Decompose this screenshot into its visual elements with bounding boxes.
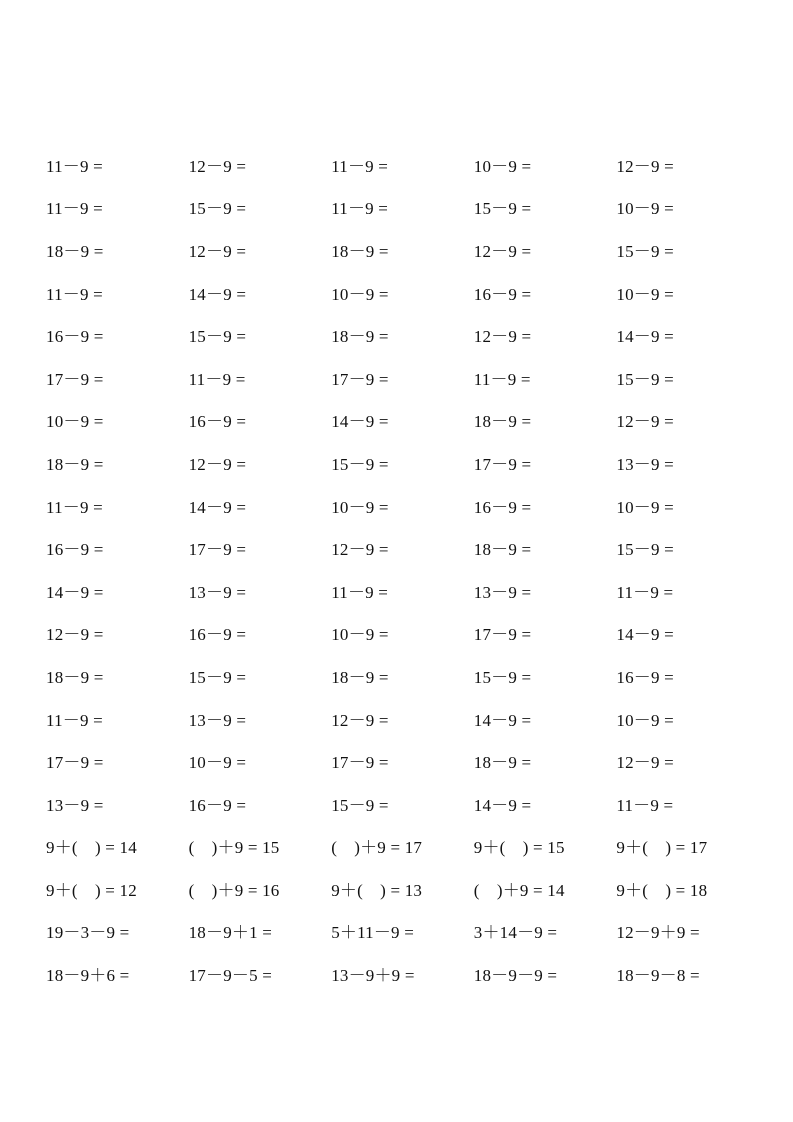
- math-problem: 18－9＋1 =: [188, 923, 273, 943]
- math-problem: 15－9 =: [331, 795, 389, 815]
- math-problem: 9＋( ) = 18: [616, 880, 708, 900]
- math-problem: 13－9 =: [616, 454, 674, 474]
- math-problem: 12－9 =: [188, 156, 247, 176]
- math-problem: 16－9 =: [188, 625, 247, 645]
- math-problem: ( )＋9 = 16: [188, 880, 280, 900]
- math-problem: 12－9 =: [616, 753, 674, 773]
- math-problem: 15－9 =: [616, 241, 674, 261]
- math-problem: 9＋( ) = 12: [46, 880, 137, 900]
- math-problem: 10－9 =: [616, 284, 674, 304]
- math-problem: 13－9 =: [188, 582, 247, 602]
- math-problem: 11－9 =: [188, 369, 246, 389]
- math-problem: 12－9 =: [46, 625, 104, 645]
- math-problem: 10－9 =: [616, 497, 674, 517]
- math-problem: 11－9 =: [616, 582, 674, 602]
- math-problem: 18－9 =: [331, 667, 389, 687]
- math-problem: 15－9 =: [188, 667, 247, 687]
- math-problem: 17－9 =: [188, 540, 247, 560]
- math-problem: 17－9 =: [331, 369, 389, 389]
- math-problem: 15－9 =: [616, 540, 674, 560]
- math-problem: 15－9 =: [331, 454, 389, 474]
- worksheet: [46, 143, 766, 995]
- math-problem: 17－9 =: [473, 454, 532, 474]
- math-problem: 9＋( ) = 14: [46, 838, 137, 858]
- problem-row: [46, 441, 766, 484]
- math-problem: 17－9 =: [46, 753, 104, 773]
- math-problem: 14－9 =: [188, 497, 247, 517]
- math-problem: 11－9 =: [46, 497, 103, 517]
- math-problem: 16－9 =: [46, 540, 104, 560]
- math-problem: 12－9＋9 =: [616, 923, 700, 943]
- math-problem: 10－9 =: [616, 199, 674, 219]
- problem-row: [46, 739, 766, 782]
- math-problem: 11－9 =: [46, 156, 103, 176]
- math-problem: 11－9 =: [46, 199, 103, 219]
- problem-row: [46, 186, 766, 229]
- math-problem: 18－9 =: [331, 327, 389, 347]
- math-problem: 14－9 =: [331, 412, 389, 432]
- problem-row: [46, 356, 766, 399]
- math-problem: 18－9 =: [46, 454, 104, 474]
- math-problem: 10－9 =: [473, 156, 532, 176]
- math-problem: 12－9 =: [331, 540, 389, 560]
- problem-row: [46, 910, 766, 953]
- math-problem: 13－9 =: [473, 582, 532, 602]
- math-problem: 17－9 =: [473, 625, 532, 645]
- math-problem: 14－9 =: [46, 582, 104, 602]
- math-problem: 15－9 =: [473, 667, 532, 687]
- problem-row: [46, 697, 766, 740]
- math-problem: 18－9－9 =: [473, 966, 558, 986]
- math-problem: 15－9 =: [188, 199, 247, 219]
- math-problem: 18－9－8 =: [616, 966, 700, 986]
- problem-row: [46, 484, 766, 527]
- math-problem: 18－9＋6 =: [46, 966, 130, 986]
- problem-row: [46, 654, 766, 697]
- problem-row: [46, 612, 766, 655]
- math-problem: 10－9 =: [188, 753, 247, 773]
- math-problem: 9＋( ) = 17: [616, 838, 708, 858]
- math-problem: 14－9 =: [616, 327, 674, 347]
- math-problem: 11－9 =: [331, 582, 389, 602]
- math-problem: 5＋11－9 =: [331, 923, 414, 943]
- math-problem: 3＋14－9 =: [473, 923, 558, 943]
- math-problem: 11－9 =: [473, 369, 531, 389]
- problem-row: [46, 526, 766, 569]
- problem-row: [46, 228, 766, 271]
- problem-row: [46, 313, 766, 356]
- math-problem: 14－9 =: [188, 284, 247, 304]
- math-problem: 9＋( ) = 13: [331, 880, 423, 900]
- math-problem: 15－9 =: [188, 327, 247, 347]
- math-problem: 12－9 =: [473, 327, 532, 347]
- math-problem: 15－9 =: [473, 199, 532, 219]
- math-problem: 12－9 =: [188, 454, 247, 474]
- problem-row: [46, 569, 766, 612]
- math-problem: 16－9 =: [616, 667, 674, 687]
- math-problem: 16－9 =: [46, 327, 104, 347]
- math-problem: 10－9 =: [331, 284, 389, 304]
- math-problem: 10－9 =: [331, 497, 389, 517]
- math-problem: 12－9 =: [188, 241, 247, 261]
- math-problem: 11－9 =: [46, 710, 103, 730]
- math-problem: 18－9 =: [46, 241, 104, 261]
- math-problem: 10－9 =: [331, 625, 389, 645]
- math-problem: 18－9 =: [331, 241, 389, 261]
- math-problem: 17－9 =: [331, 753, 389, 773]
- problem-row: [46, 399, 766, 442]
- math-problem: 14－9 =: [473, 795, 532, 815]
- math-problem: 19－3－9 =: [46, 923, 130, 943]
- math-problem: 18－9 =: [473, 753, 532, 773]
- problem-row: [46, 782, 766, 825]
- math-problem: 9＋( ) = 15: [473, 838, 565, 858]
- math-problem: 11－9 =: [331, 199, 389, 219]
- math-problem: 10－9 =: [616, 710, 674, 730]
- math-problem: 13－9 =: [46, 795, 104, 815]
- math-problem: 16－9 =: [473, 284, 532, 304]
- math-problem: 17－9 =: [46, 369, 104, 389]
- problem-row: [46, 271, 766, 314]
- math-problem: 12－9 =: [331, 710, 389, 730]
- math-problem: 11－9 =: [46, 284, 103, 304]
- problem-row: [46, 867, 766, 910]
- math-problem: 16－9 =: [188, 412, 247, 432]
- math-problem: ( )＋9 = 17: [331, 838, 423, 858]
- math-problem: 14－9 =: [473, 710, 532, 730]
- problem-row: [46, 825, 766, 868]
- math-problem: 17－9－5 =: [188, 966, 273, 986]
- math-problem: 15－9 =: [616, 369, 674, 389]
- math-problem: 16－9 =: [188, 795, 247, 815]
- math-problem: ( )＋9 = 15: [188, 838, 280, 858]
- math-problem: 12－9 =: [616, 156, 674, 176]
- math-problem: 10－9 =: [46, 412, 104, 432]
- math-problem: 12－9 =: [616, 412, 674, 432]
- problem-row: [46, 143, 766, 186]
- math-problem: 12－9 =: [473, 241, 532, 261]
- math-problem: 13－9 =: [188, 710, 247, 730]
- math-problem: 18－9 =: [473, 540, 532, 560]
- math-problem: 16－9 =: [473, 497, 532, 517]
- math-problem: 11－9 =: [331, 156, 389, 176]
- problem-row: [46, 952, 766, 995]
- math-problem: 18－9 =: [473, 412, 532, 432]
- math-problem: 13－9＋9 =: [331, 966, 415, 986]
- math-problem: 14－9 =: [616, 625, 674, 645]
- math-problem: 11－9 =: [616, 795, 674, 815]
- math-problem: ( )＋9 = 14: [473, 880, 565, 900]
- math-problem: 18－9 =: [46, 667, 104, 687]
